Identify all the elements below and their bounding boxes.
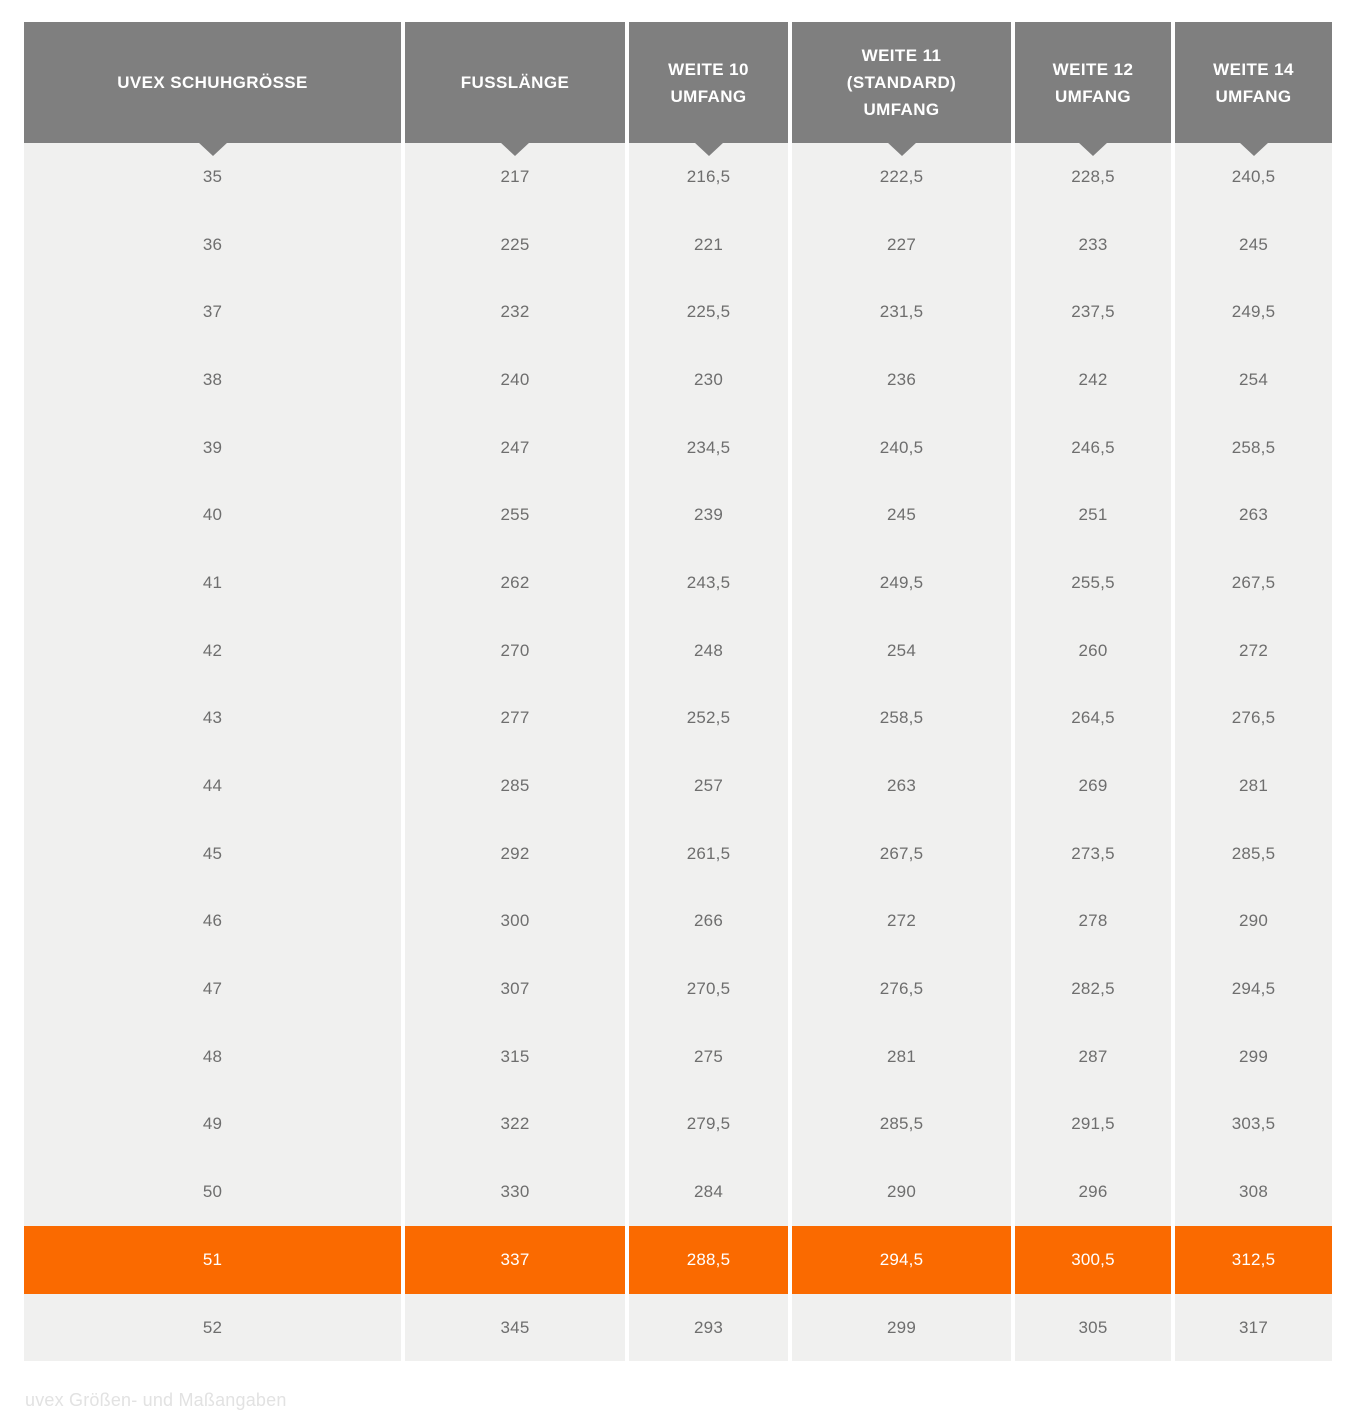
table-row	[24, 617, 1332, 685]
table-cell: 263	[1175, 481, 1332, 549]
table-cell: 236	[792, 346, 1011, 414]
table-cell: 237,5	[1015, 278, 1171, 346]
table-cell: 247	[405, 414, 625, 482]
table-caption: uvex Größen- und Maßangaben	[25, 1390, 287, 1410]
table-cell: 35	[24, 143, 401, 211]
table-row	[24, 1091, 1332, 1159]
table-cell: 292	[405, 820, 625, 888]
header-label: UVEX SCHUHGRÖSSE	[117, 73, 308, 92]
chevron-down-icon	[198, 142, 228, 156]
header-cell-uvex-schuhgr-sse	[24, 22, 401, 143]
table-cell: 296	[1015, 1158, 1171, 1226]
table-cell: 263	[792, 752, 1011, 820]
table-row	[24, 211, 1332, 279]
table-row	[24, 1023, 1332, 1091]
table-cell: 290	[792, 1158, 1011, 1226]
table-cell: 300	[405, 888, 625, 956]
table-cell: 230	[629, 346, 788, 414]
table-cell: 52	[24, 1294, 401, 1362]
chevron-down-icon	[887, 142, 917, 156]
table-cell: 242	[1015, 346, 1171, 414]
table-cell: 37	[24, 278, 401, 346]
table-cell: 221	[629, 211, 788, 279]
table-cell: 51	[24, 1226, 401, 1294]
table-cell: 285	[405, 752, 625, 820]
table-cell: 47	[24, 955, 401, 1023]
table-cell: 337	[405, 1226, 625, 1294]
table-cell: 272	[1175, 617, 1332, 685]
table-cell: 278	[1015, 888, 1171, 956]
table-cell: 50	[24, 1158, 401, 1226]
table-cell: 261,5	[629, 820, 788, 888]
table-cell: 345	[405, 1294, 625, 1362]
header-label: WEITE 10 UMFANG	[668, 59, 749, 106]
header-label: WEITE 14 UMFANG	[1213, 59, 1294, 106]
table-cell: 258,5	[792, 685, 1011, 753]
table-row	[24, 414, 1332, 482]
header-cell-weite-12-umfang	[1015, 22, 1171, 143]
table-cell: 43	[24, 685, 401, 753]
table-cell: 270,5	[629, 955, 788, 1023]
table-cell: 290	[1175, 888, 1332, 956]
table-cell: 300,5	[1015, 1226, 1171, 1294]
table-cell: 251	[1015, 481, 1171, 549]
table-cell: 269	[1015, 752, 1171, 820]
table-cell: 48	[24, 1023, 401, 1091]
table-cell: 285,5	[1175, 820, 1332, 888]
table-cell: 217	[405, 143, 625, 211]
table-cell: 42	[24, 617, 401, 685]
size-table	[24, 22, 1332, 1361]
table-cell: 225	[405, 211, 625, 279]
table-cell: 41	[24, 549, 401, 617]
table-cell: 254	[1175, 346, 1332, 414]
table-cell: 299	[792, 1294, 1011, 1362]
table-cell: 262	[405, 549, 625, 617]
table-row	[24, 820, 1332, 888]
table-cell: 46	[24, 888, 401, 956]
table-cell: 276,5	[1175, 685, 1332, 753]
table-cell: 216,5	[629, 143, 788, 211]
table-cell: 255	[405, 481, 625, 549]
table-cell: 248	[629, 617, 788, 685]
table-row	[24, 888, 1332, 956]
table-row	[24, 481, 1332, 549]
table-row	[24, 752, 1332, 820]
table-cell: 258,5	[1175, 414, 1332, 482]
table-header-row	[24, 22, 1332, 143]
table-row	[24, 549, 1332, 617]
table-row	[24, 1226, 1332, 1294]
table-cell: 228,5	[1015, 143, 1171, 211]
table-body	[24, 143, 1332, 1361]
table-cell: 36	[24, 211, 401, 279]
table-cell: 39	[24, 414, 401, 482]
table-cell: 267,5	[792, 820, 1011, 888]
table-cell: 49	[24, 1091, 401, 1159]
table-cell: 267,5	[1175, 549, 1332, 617]
table-cell: 322	[405, 1091, 625, 1159]
table-cell: 222,5	[792, 143, 1011, 211]
table-cell: 255,5	[1015, 549, 1171, 617]
table-cell: 266	[629, 888, 788, 956]
table-cell: 291,5	[1015, 1091, 1171, 1159]
table-row	[24, 685, 1332, 753]
chevron-down-icon	[1239, 142, 1269, 156]
table-row	[24, 1158, 1332, 1226]
table-cell: 281	[792, 1023, 1011, 1091]
table-cell: 270	[405, 617, 625, 685]
table-cell: 232	[405, 278, 625, 346]
table-cell: 243,5	[629, 549, 788, 617]
table-cell: 38	[24, 346, 401, 414]
header-cell-weite-11-standard-umfang	[792, 22, 1011, 143]
table-cell: 308	[1175, 1158, 1332, 1226]
table-cell: 231,5	[792, 278, 1011, 346]
table-cell: 45	[24, 820, 401, 888]
table-row	[24, 955, 1332, 1023]
table-cell: 260	[1015, 617, 1171, 685]
header-cell-weite-14-umfang	[1175, 22, 1332, 143]
table-cell: 305	[1015, 1294, 1171, 1362]
table-cell: 257	[629, 752, 788, 820]
chevron-down-icon	[1078, 142, 1108, 156]
table-cell: 294,5	[1175, 955, 1332, 1023]
table-cell: 307	[405, 955, 625, 1023]
table-cell: 249,5	[1175, 278, 1332, 346]
table-cell: 240	[405, 346, 625, 414]
chevron-down-icon	[500, 142, 530, 156]
table-cell: 249,5	[792, 549, 1011, 617]
table-cell: 312,5	[1175, 1226, 1332, 1294]
table-cell: 252,5	[629, 685, 788, 753]
table-cell: 272	[792, 888, 1011, 956]
table-cell: 239	[629, 481, 788, 549]
header-cell-weite-10-umfang	[629, 22, 788, 143]
table-cell: 40	[24, 481, 401, 549]
table-cell: 240,5	[792, 414, 1011, 482]
table-cell: 240,5	[1175, 143, 1332, 211]
table-cell: 225,5	[629, 278, 788, 346]
table-cell: 288,5	[629, 1226, 788, 1294]
chevron-down-icon	[694, 142, 724, 156]
table-cell: 273,5	[1015, 820, 1171, 888]
table-row	[24, 1294, 1332, 1362]
table-cell: 282,5	[1015, 955, 1171, 1023]
table-cell: 233	[1015, 211, 1171, 279]
table-cell: 245	[1175, 211, 1332, 279]
header-cell-fussl-nge	[405, 22, 625, 143]
table-cell: 281	[1175, 752, 1332, 820]
table-cell: 254	[792, 617, 1011, 685]
table-cell: 315	[405, 1023, 625, 1091]
table-row	[24, 346, 1332, 414]
table-cell: 245	[792, 481, 1011, 549]
table-cell: 234,5	[629, 414, 788, 482]
table-cell: 246,5	[1015, 414, 1171, 482]
table-cell: 284	[629, 1158, 788, 1226]
header-label: WEITE 11 (STANDARD) UMFANG	[846, 46, 957, 119]
table-cell: 303,5	[1175, 1091, 1332, 1159]
table-cell: 285,5	[792, 1091, 1011, 1159]
header-label: WEITE 12 UMFANG	[1052, 59, 1134, 106]
table-cell: 294,5	[792, 1226, 1011, 1294]
table-cell: 317	[1175, 1294, 1332, 1362]
table-cell: 279,5	[629, 1091, 788, 1159]
table-cell: 264,5	[1015, 685, 1171, 753]
table-cell: 275	[629, 1023, 788, 1091]
table-cell: 330	[405, 1158, 625, 1226]
table-cell: 276,5	[792, 955, 1011, 1023]
table-cell: 277	[405, 685, 625, 753]
table-cell: 293	[629, 1294, 788, 1362]
table-cell: 227	[792, 211, 1011, 279]
table-cell: 287	[1015, 1023, 1171, 1091]
table-cell: 44	[24, 752, 401, 820]
table-row	[24, 278, 1332, 346]
table-cell: 299	[1175, 1023, 1332, 1091]
header-label: FUSSLÄNGE	[460, 73, 570, 92]
